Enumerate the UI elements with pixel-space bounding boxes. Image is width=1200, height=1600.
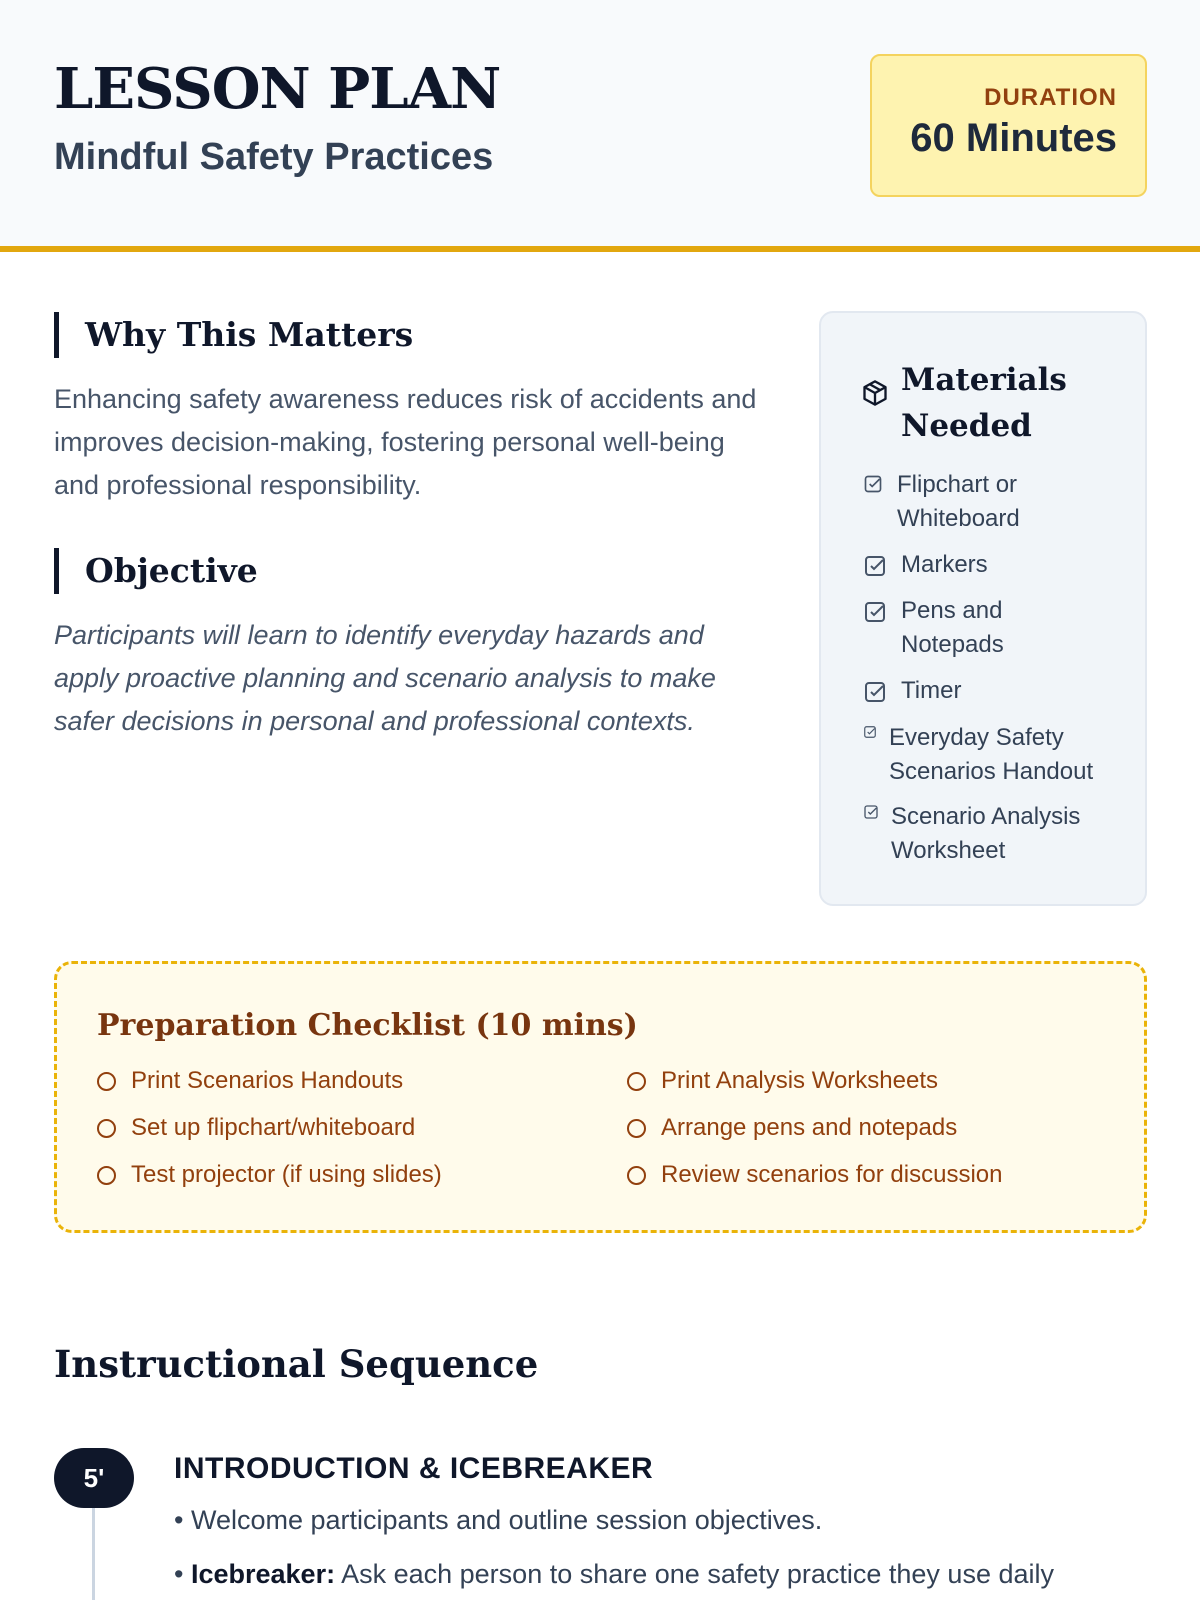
why-text: Enhancing safety awareness reduces risk of accidents and improves decision-making, fostering personal well-being and professional responsibility. (54, 384, 757, 500)
checkbox-icon (863, 600, 887, 624)
preparation-checklist (54, 961, 1147, 1233)
sequence-heading: Instructional Sequence (54, 1342, 539, 1386)
materials-panel (819, 311, 1147, 906)
checklist-label: Review scenarios for discussion (661, 1161, 1003, 1188)
material-label: Pens and Notepads (901, 597, 1004, 658)
objective-heading: Objective (54, 548, 258, 594)
circle-checkbox-icon[interactable] (627, 1166, 646, 1185)
step-point: • Icebreaker: Ask each person to share one safety practice they use daily (174, 1559, 1054, 1589)
materials-heading: Materials Needed (901, 362, 1067, 444)
circle-checkbox-icon[interactable] (97, 1119, 116, 1138)
checkbox-icon (863, 804, 879, 820)
checklist-label: Print Analysis Worksheets (661, 1067, 938, 1094)
page-subtitle: Mindful Safety Practices (54, 136, 494, 178)
material-label: Scenario Analysis Worksheet (891, 803, 1081, 864)
step-point-text: Welcome participants and outline session objectives. (190, 1505, 823, 1535)
material-label: Markers (901, 551, 988, 578)
step-point-label: Icebreaker: (190, 1559, 336, 1589)
step-title: INTRODUCTION & ICEBREAKER (174, 1452, 654, 1485)
duration-badge (870, 54, 1147, 197)
checkbox-icon (863, 554, 887, 578)
page-title: LESSON PLAN (54, 56, 501, 122)
circle-checkbox-icon[interactable] (97, 1166, 116, 1185)
objective-text: Participants will learn to identify everyday hazards and apply proactive planning and scenario analysis to make safer decisions in personal and professional contexts. (54, 620, 716, 736)
material-label: Flipchart or Whiteboard (897, 471, 1020, 532)
preparation-title: Preparation Checklist (10 mins) (97, 1008, 638, 1043)
checkbox-icon (863, 474, 883, 494)
step-point-text: Ask each person to share one safety practice they use daily (341, 1559, 1054, 1589)
duration-label: DURATION (984, 84, 1117, 111)
duration-value: 60 Minutes (910, 116, 1117, 160)
circle-checkbox-icon[interactable] (97, 1072, 116, 1091)
checklist-label: Arrange pens and notepads (661, 1114, 958, 1141)
checklist-label: Test projector (if using slides) (131, 1161, 442, 1188)
material-label: Timer (901, 677, 962, 704)
checkbox-icon (863, 680, 887, 704)
circle-checkbox-icon[interactable] (627, 1072, 646, 1091)
checkbox-icon (863, 725, 877, 739)
step-duration-badge: 5' (54, 1448, 134, 1508)
checklist-label: Print Scenarios Handouts (131, 1067, 404, 1094)
step-point: • Welcome participants and outline session objectives. (174, 1505, 823, 1535)
why-heading: Why This Matters (54, 312, 413, 358)
material-label: Everyday Safety Scenarios Handout (889, 724, 1094, 785)
header (0, 0, 1200, 252)
box-icon (861, 379, 889, 407)
circle-checkbox-icon[interactable] (627, 1119, 646, 1138)
checklist-label: Set up flipchart/whiteboard (131, 1114, 416, 1141)
